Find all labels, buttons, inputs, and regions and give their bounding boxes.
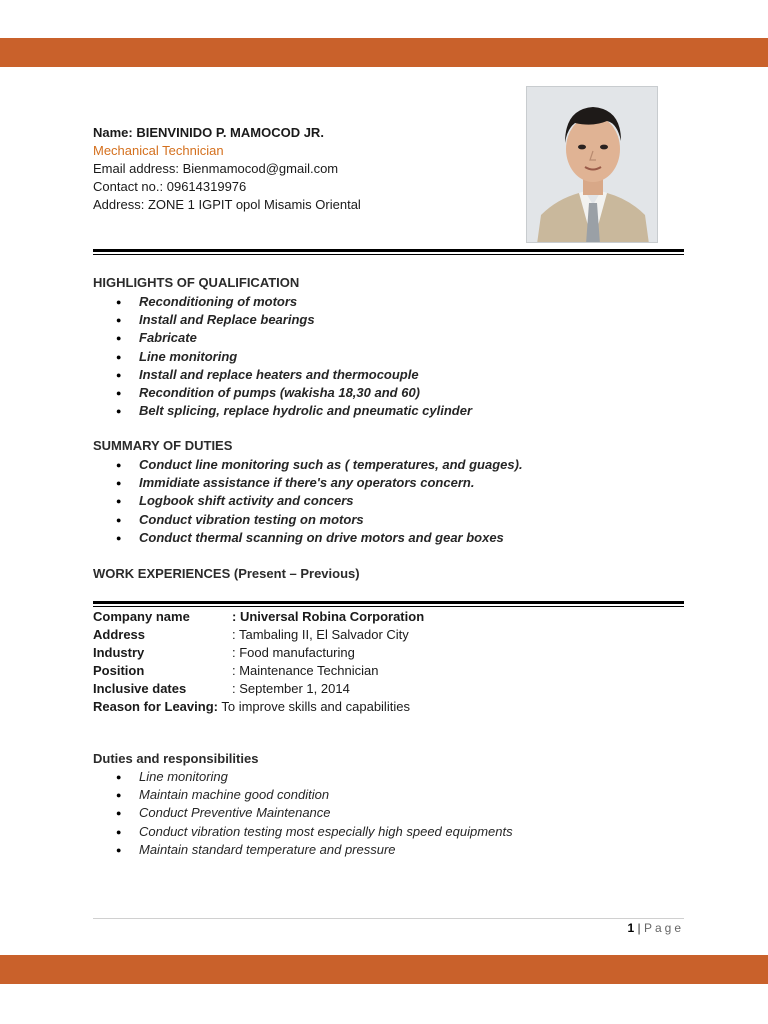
list-item-text: Conduct Preventive Maintenance — [139, 805, 331, 821]
email-value: Bienmamocod@gmail.com — [182, 161, 339, 176]
work-divider — [93, 601, 684, 607]
dates-row: Inclusive dates : September 1, 2014 — [93, 681, 350, 696]
list-item — [93, 402, 472, 420]
position-row: Position : Maintenance Technician — [93, 663, 379, 678]
work-experience-title: WORK EXPERIENCES (Present – Previous) — [93, 566, 360, 581]
industry-value: : Food manufacturing — [232, 645, 355, 660]
bullet-icon: ● — [116, 808, 122, 819]
list-item — [93, 384, 472, 402]
reason-value: To improve skills and capabilities — [221, 699, 410, 714]
summary-title: SUMMARY OF DUTIES — [93, 438, 233, 453]
email-line: Email address: Bienmamocod@gmail.com — [93, 161, 339, 176]
bullet-icon: ● — [116, 388, 122, 399]
bullet-icon: ● — [116, 351, 122, 362]
position-value: : Maintenance Technician — [232, 663, 379, 678]
list-item-text: Line monitoring — [139, 769, 228, 784]
list-item — [93, 348, 472, 366]
list-item — [93, 456, 523, 474]
list-item-text: Recondition of pumps (wakisha 18,30 and 60) — [139, 385, 421, 401]
industry-row: Industry : Food manufacturing — [93, 645, 355, 660]
profile-photo-illustration — [527, 87, 658, 243]
list-item-text: Reconditioning of motors — [139, 294, 298, 309]
list-item-text: Belt splicing, replace hydrolic and pneumatic cylinder — [139, 403, 473, 419]
list-item — [93, 768, 513, 786]
company-name-value: : Universal Robina Corporation — [232, 609, 425, 624]
bullet-icon: ● — [116, 772, 122, 782]
profile-photo — [526, 86, 658, 243]
address-line: Address: ZONE 1 IGPIT opol Misamis Oriental — [93, 197, 361, 212]
bullet-icon: ● — [116, 826, 122, 837]
list-item — [93, 293, 472, 311]
list-item-text: Conduct thermal scanning on drive motors and gear boxes — [139, 529, 504, 545]
bullet-icon: ● — [116, 460, 122, 470]
address-value: ZONE 1 IGPIT opol Misamis Oriental — [147, 197, 361, 212]
bullet-icon: ● — [116, 369, 122, 380]
highlights-list — [93, 293, 472, 420]
bullet-icon: ● — [116, 315, 122, 326]
bullet-icon: ● — [116, 297, 122, 307]
page-number: 1 | Page — [627, 921, 684, 935]
contact-value: 09614319976 — [166, 179, 247, 194]
company-name-row: Company name : Universal Robina Corporation — [93, 609, 425, 624]
list-item-text: Maintain machine good condition — [139, 787, 330, 803]
list-item-text: Install and replace heaters and thermocouple — [139, 366, 419, 382]
bullet-icon: ● — [116, 333, 122, 344]
company-details — [93, 608, 424, 716]
list-item-text: Conduct line monitoring such as ( temperatures, and guages). — [139, 457, 523, 472]
contact-header — [93, 124, 513, 214]
bullet-icon: ● — [116, 496, 122, 507]
list-item — [93, 804, 513, 822]
job-title: Mechanical Technician — [93, 143, 224, 158]
list-item — [93, 786, 513, 804]
list-item-text: Fabricate — [139, 330, 197, 346]
company-address-value: : Tambaling II, El Salvador City — [232, 627, 409, 642]
company-address-row: Address : Tambaling II, El Salvador City — [93, 627, 409, 642]
list-item — [93, 329, 472, 347]
list-item — [93, 841, 513, 859]
highlights-title: HIGHLIGHTS OF QUALIFICATION — [93, 275, 300, 290]
list-item — [93, 529, 523, 547]
summary-list — [93, 456, 523, 547]
bullet-icon: ● — [116, 514, 122, 525]
list-item-text: Install and Replace bearings — [139, 312, 315, 328]
bullet-icon: ● — [116, 478, 122, 489]
list-item-text: Immidiate assistance if there's any operators concern. — [139, 475, 475, 491]
list-item — [93, 366, 472, 384]
list-item-text: Conduct vibration testing most especially high speed equipments — [139, 823, 513, 839]
list-item — [93, 492, 523, 510]
dates-value: : September 1, 2014 — [232, 681, 350, 696]
duties-title: Duties and responsibilities — [93, 751, 259, 766]
bullet-icon: ● — [116, 844, 122, 855]
applicant-name: BIENVINIDO P. MAMOCOD JR. — [136, 125, 324, 140]
list-item — [93, 511, 523, 529]
list-item-text: Maintain standard temperature and pressure — [139, 841, 396, 857]
list-item — [93, 311, 472, 329]
duties-list — [93, 768, 513, 859]
list-item-text: Line monitoring — [139, 348, 238, 364]
list-item — [93, 474, 523, 492]
bullet-icon: ● — [116, 532, 122, 543]
list-item-text: Conduct vibration testing on motors — [139, 511, 364, 527]
name-line: Name: BIENVINIDO P. MAMOCOD JR. — [93, 125, 324, 140]
list-item-text: Logbook shift activity and concers — [139, 493, 354, 509]
footer-divider — [93, 918, 684, 919]
bullet-icon: ● — [116, 406, 122, 417]
contact-line: Contact no.: 09614319976 — [93, 179, 247, 194]
resume-page — [93, 0, 684, 1024]
bullet-icon: ● — [116, 790, 122, 801]
header-divider — [93, 249, 684, 255]
list-item — [93, 823, 513, 841]
reason-row: Reason for Leaving: To improve skills and capabilities — [93, 699, 410, 714]
work-experience-subtitle: (Present – Previous) — [233, 566, 360, 581]
